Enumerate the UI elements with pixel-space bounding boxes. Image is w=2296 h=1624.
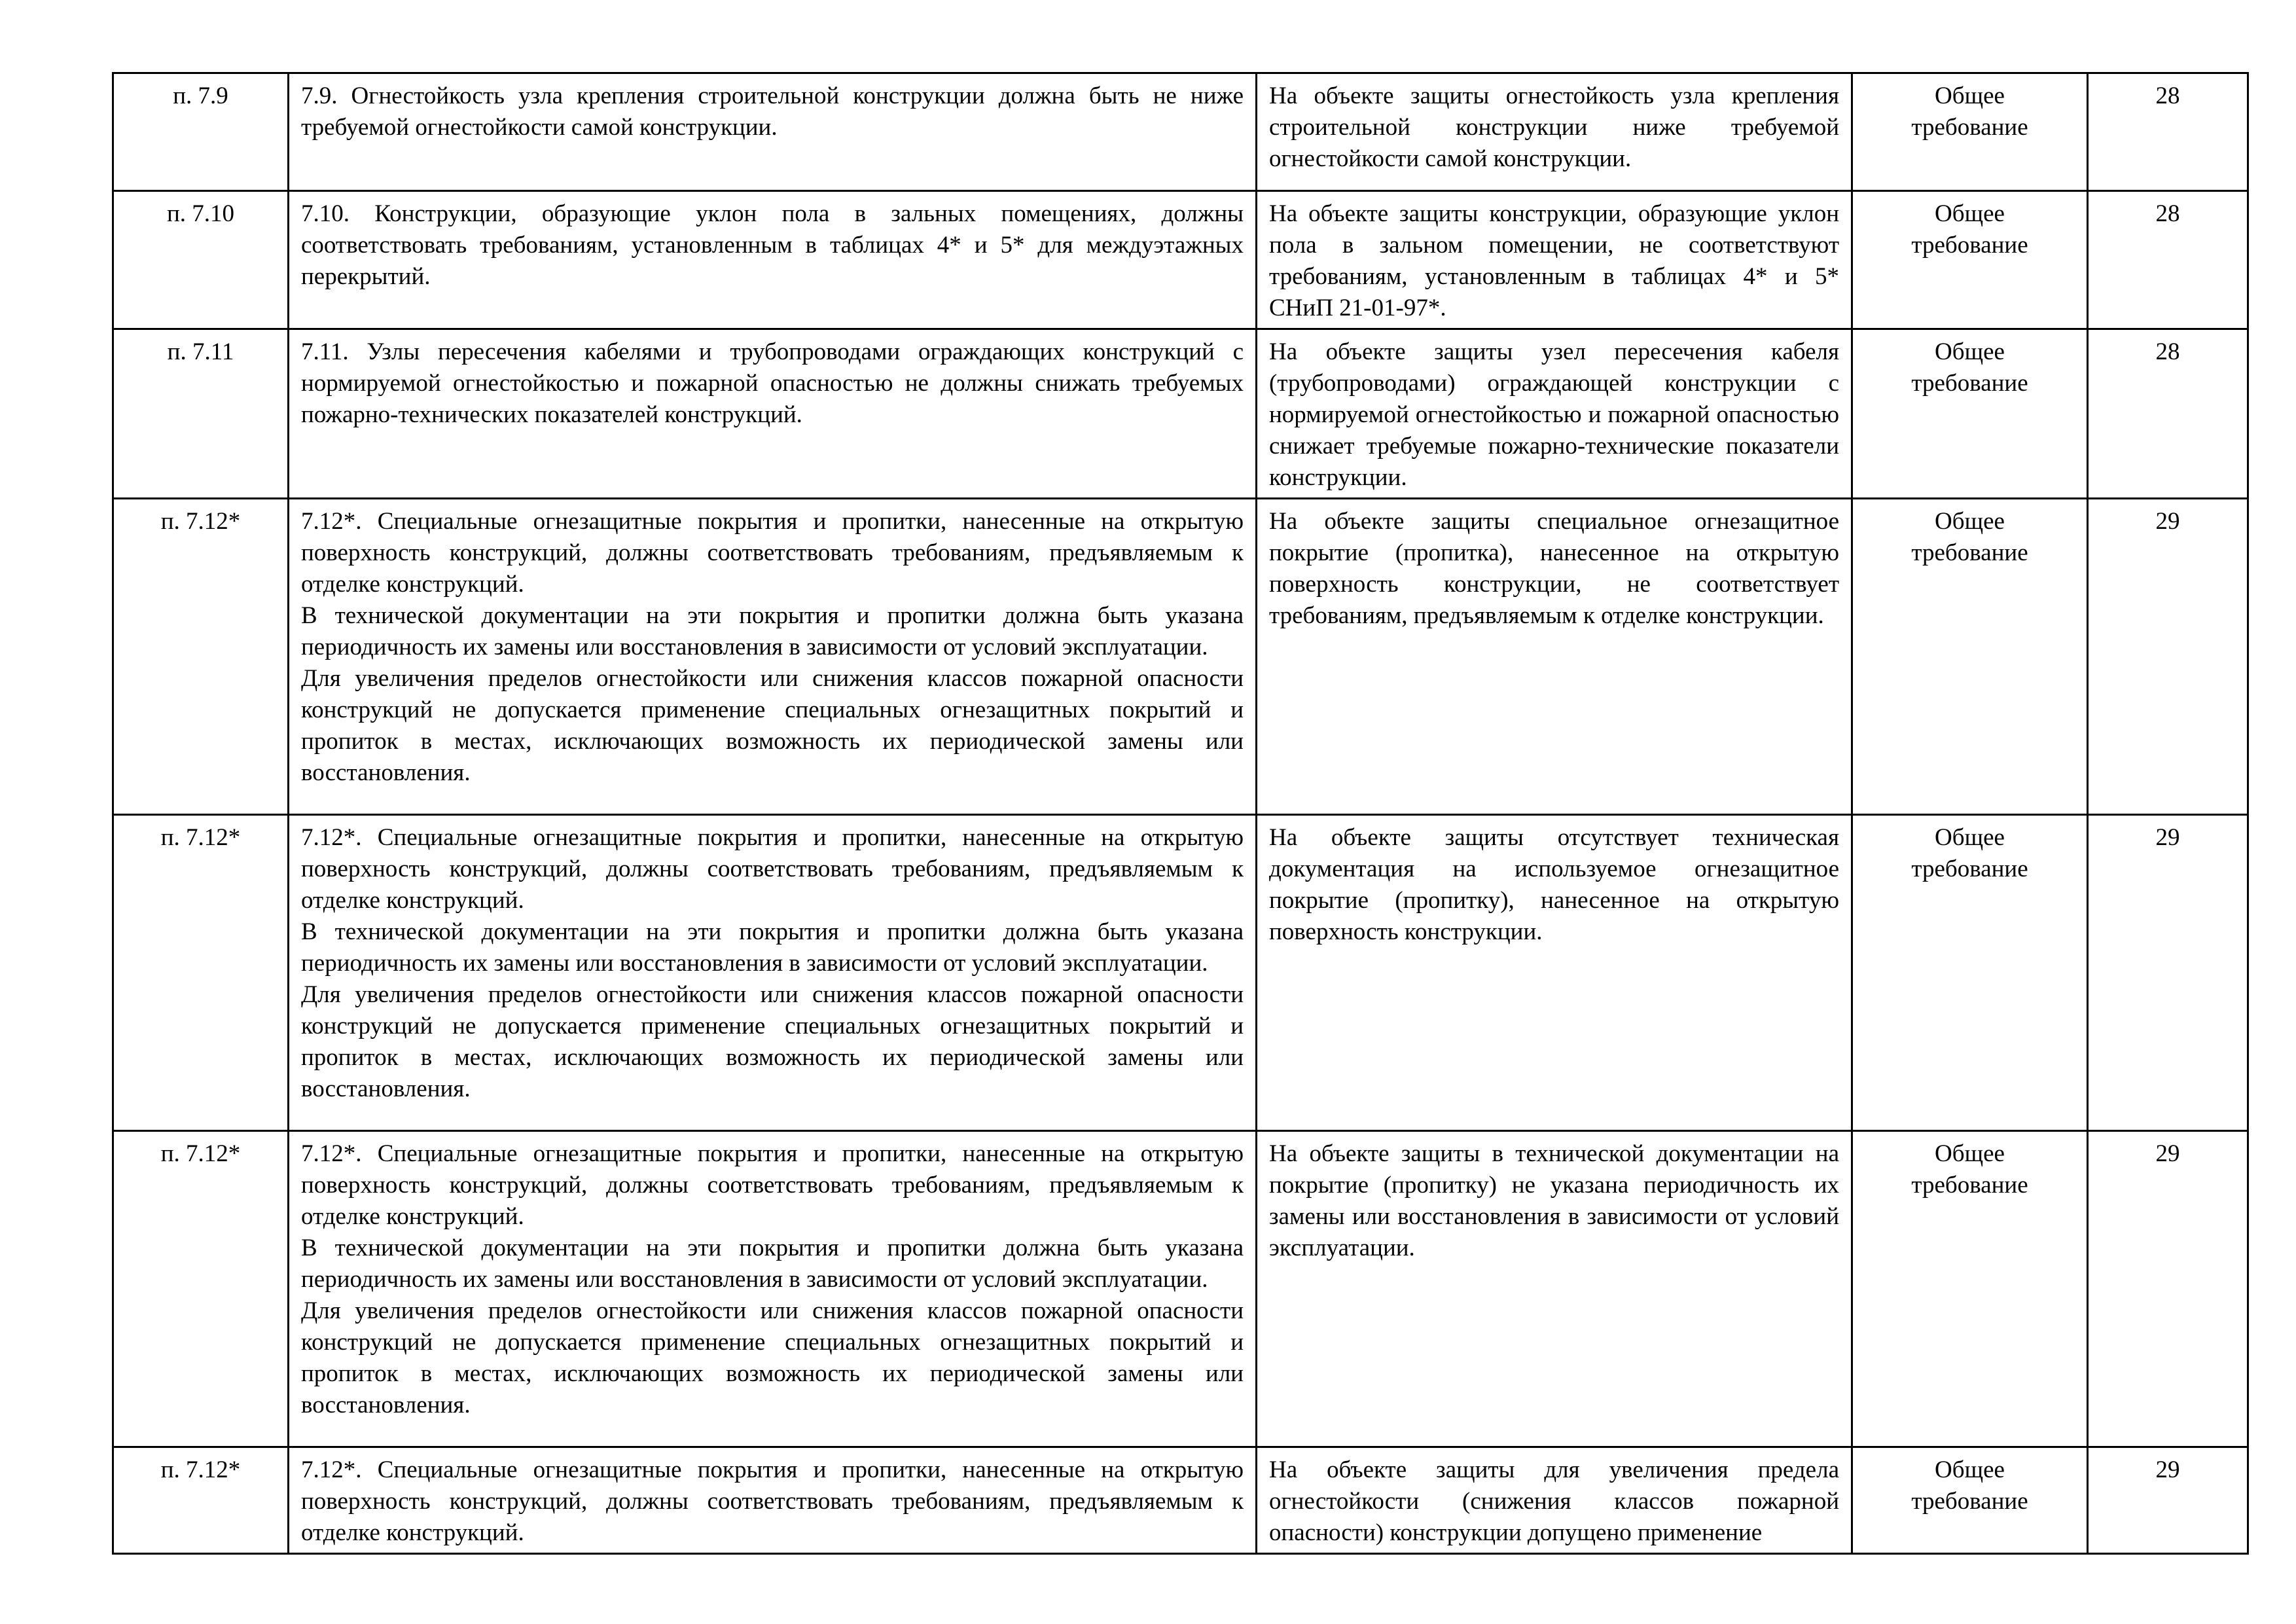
requirement-cell — [289, 1131, 1257, 1447]
requirement-paragraph: Для увеличения пределов огнестойкости или снижения классов пожарной опасности конструкций не допускается применение специальных огнезащитных покрытий и пропиток в местах, исключающих возможность их периодической замены или восстановления. — [301, 1297, 1244, 1418]
requirement-paragraph: 7.11. Узлы пересечения кабелями и трубопроводами ограждающих конструкций с нормируемой огнестойкостью и пожарной опасностью не должны снижать требуемых пожарно-технических показателей конструкций. — [301, 338, 1244, 428]
type-line: Общее — [1935, 508, 2005, 535]
table-row — [113, 1131, 2248, 1447]
requirement-cell — [289, 815, 1257, 1131]
violation-cell: На объекте защиты конструкции, образующие уклон пола в зальном помещении, не соответствуют требованиям, установленным в таблицах 4* и 5* СНиП 21-01-97*. — [1257, 191, 1852, 329]
violation-cell: На объекте защиты узел пересечения кабеля (трубопроводами) ограждающей конструкции с нормируемой огнестойкостью и пожарной опасностью снижает требуемые пожарно-технические показатели конструкции. — [1257, 329, 1852, 499]
type-line: требование — [1911, 232, 2028, 259]
requirement-cell — [289, 1447, 1257, 1554]
type-line: требование — [1911, 539, 2028, 566]
requirement-type-cell — [1852, 73, 2088, 191]
type-line: Общее — [1935, 824, 2005, 851]
requirement-cell — [289, 191, 1257, 329]
page-number-cell: 28 — [2088, 73, 2248, 191]
requirement-paragraph: 7.10. Конструкции, образующие уклон пола в зальных помещениях, должны соответствовать требованиям, установленным в таблицах 4* и 5* для междуэтажных перекрытий. — [301, 200, 1244, 290]
requirement-paragraph: Для увеличения пределов огнестойкости или снижения классов пожарной опасности конструкций не допускается применение специальных огнезащитных покрытий и пропиток в местах, исключающих возможность их периодической замены или восстановления. — [301, 981, 1244, 1102]
requirement-paragraph: В технической документации на эти покрытия и пропитки должна быть указана периодичность их замены или восстановления в зависимости от условий эксплуатации. — [301, 602, 1244, 660]
violation-cell: На объекте защиты отсутствует техническая документация на используемое огнезащитное покрытие (пропитку), нанесенное на открытую поверхность конструкции. — [1257, 815, 1852, 1131]
page-number-cell: 29 — [2088, 1131, 2248, 1447]
clause-cell: п. 7.12* — [113, 1131, 289, 1447]
requirement-type-cell — [1852, 499, 2088, 815]
requirement-paragraph: В технической документации на эти покрытия и пропитки должна быть указана периодичность их замены или восстановления в зависимости от условий эксплуатации. — [301, 1235, 1244, 1293]
table-row — [113, 1447, 2248, 1554]
clause-cell: п. 7.12* — [113, 815, 289, 1131]
page-number-cell: 29 — [2088, 815, 2248, 1131]
requirement-type-cell — [1852, 1131, 2088, 1447]
type-line: требование — [1911, 856, 2028, 882]
table-row — [113, 191, 2248, 329]
requirement-cell — [289, 499, 1257, 815]
page-number-cell: 29 — [2088, 499, 2248, 815]
type-line: Общее — [1935, 82, 2005, 109]
requirement-paragraph: Для увеличения пределов огнестойкости или снижения классов пожарной опасности конструкций не допускается применение специальных огнезащитных покрытий и пропиток в местах, исключающих возможность их периодической замены или восстановления. — [301, 665, 1244, 786]
type-line: требование — [1911, 114, 2028, 141]
document-page — [112, 72, 2247, 1555]
requirement-paragraph: 7.12*. Специальные огнезащитные покрытия и пропитки, нанесенные на открытую поверхность конструкций, должны соответствовать требованиям, предъявляемым к отделке конструкций. — [301, 824, 1244, 914]
clause-cell: п. 7.12* — [113, 499, 289, 815]
clause-cell: п. 7.9 — [113, 73, 289, 191]
table-row — [113, 499, 2248, 815]
violation-cell: На объекте защиты в технической документации на покрытие (пропитку) не указана периодичность их замены или восстановления в зависимости от условий эксплуатации. — [1257, 1131, 1852, 1447]
table-row — [113, 73, 2248, 191]
table-row — [113, 815, 2248, 1131]
violation-cell: На объекте защиты специальное огнезащитное покрытие (пропитка), нанесенное на открытую поверхность конструкции, не соответствует требованиям, предъявляемым к отделке конструкции. — [1257, 499, 1852, 815]
page-number-cell: 29 — [2088, 1447, 2248, 1554]
clause-cell: п. 7.12* — [113, 1447, 289, 1554]
violation-cell: На объекте защиты для увеличения предела огнестойкости (снижения классов пожарной опасности) конструкции допущено применение — [1257, 1447, 1852, 1554]
type-line: Общее — [1935, 338, 2005, 365]
requirements-table — [112, 72, 2249, 1555]
type-line: Общее — [1935, 1456, 2005, 1483]
type-line: требование — [1911, 1488, 2028, 1515]
type-line: требование — [1911, 370, 2028, 397]
requirement-paragraph: 7.9. Огнестойкость узла крепления строительной конструкции должна быть не ниже требуемой огнестойкости самой конструкции. — [301, 82, 1244, 141]
page-number-cell: 28 — [2088, 191, 2248, 329]
requirement-paragraph: 7.12*. Специальные огнезащитные покрытия и пропитки, нанесенные на открытую поверхность конструкций, должны соответствовать требованиям, предъявляемым к отделке конструкций. — [301, 1456, 1244, 1546]
requirement-paragraph: 7.12*. Специальные огнезащитные покрытия и пропитки, нанесенные на открытую поверхность конструкций, должны соответствовать требованиям, предъявляемым к отделке конструкций. — [301, 1140, 1244, 1230]
clause-cell: п. 7.10 — [113, 191, 289, 329]
page-number-cell: 28 — [2088, 329, 2248, 499]
type-line: требование — [1911, 1172, 2028, 1199]
table-row — [113, 329, 2248, 499]
type-line: Общее — [1935, 1140, 2005, 1167]
violation-cell: На объекте защиты огнестойкость узла крепления строительной конструкции ниже требуемой огнестойкости самой конструкции. — [1257, 73, 1852, 191]
type-line: Общее — [1935, 200, 2005, 227]
requirement-type-cell — [1852, 191, 2088, 329]
clause-cell: п. 7.11 — [113, 329, 289, 499]
requirement-paragraph: 7.12*. Специальные огнезащитные покрытия и пропитки, нанесенные на открытую поверхность конструкций, должны соответствовать требованиям, предъявляемым к отделке конструкций. — [301, 508, 1244, 598]
requirement-cell — [289, 73, 1257, 191]
requirement-type-cell — [1852, 815, 2088, 1131]
requirement-paragraph: В технической документации на эти покрытия и пропитки должна быть указана периодичность их замены или восстановления в зависимости от условий эксплуатации. — [301, 918, 1244, 977]
requirement-cell — [289, 329, 1257, 499]
requirement-type-cell — [1852, 1447, 2088, 1554]
requirement-type-cell — [1852, 329, 2088, 499]
